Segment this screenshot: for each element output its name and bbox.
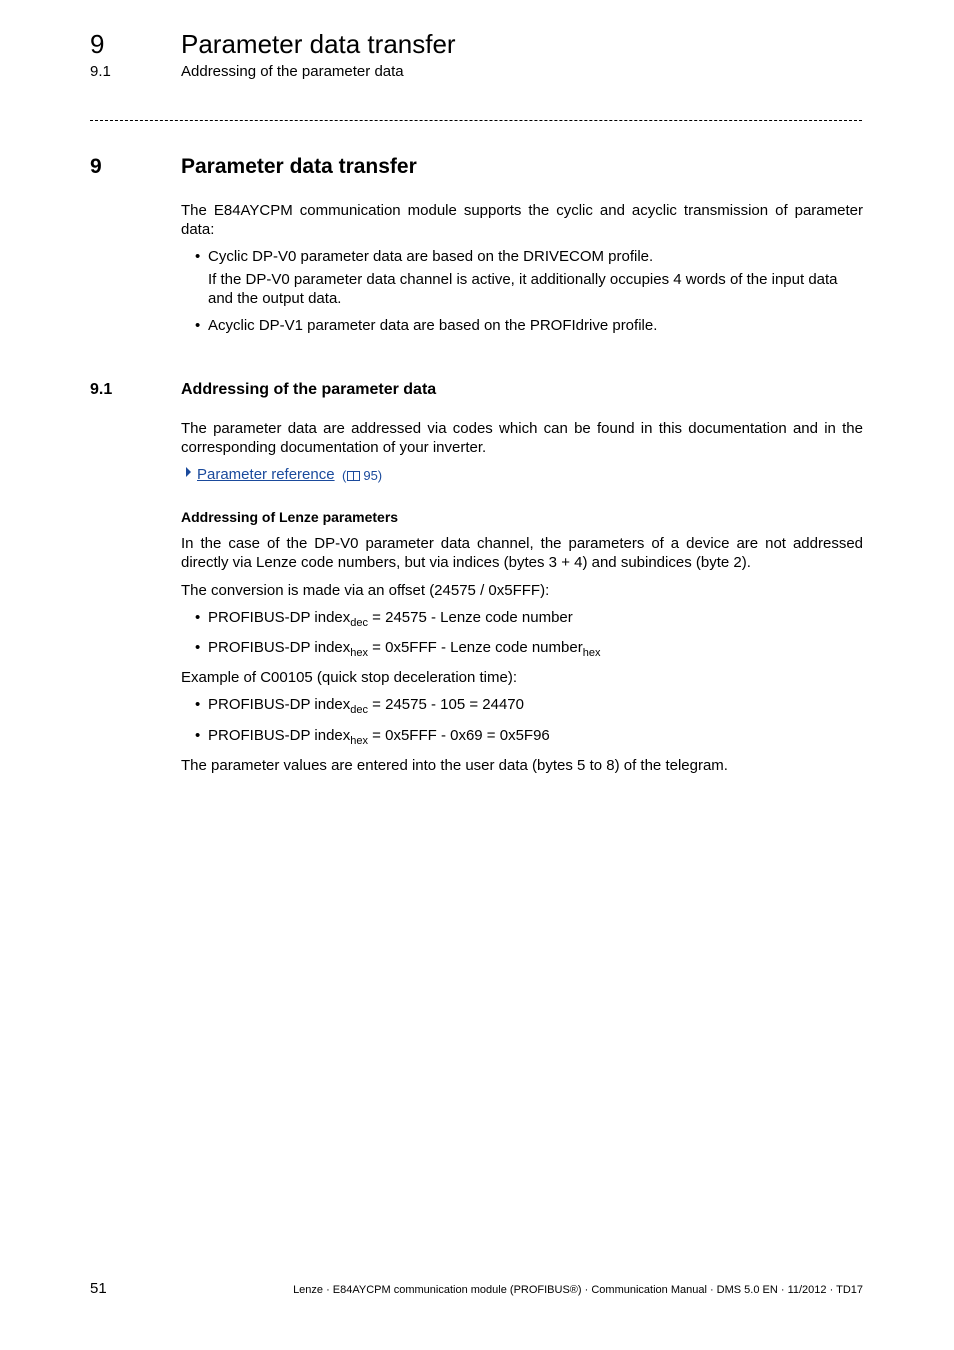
header-chapter-title: Parameter data transfer (181, 29, 456, 59)
section-paragraph: The parameter data are addressed via codes which can be found in this documentation and in the corresponding documentation of your inverter. (181, 420, 863, 456)
page-reference[interactable] (342, 467, 382, 484)
formula-hex (208, 638, 863, 657)
lenze-paragraph-2: The conversion is made via an offset (24575 / 0x5FFF): (181, 582, 550, 599)
page-ref-open: ( (342, 468, 347, 483)
example-prefix: PROFIBUS-DP index (208, 727, 351, 744)
formula-subscript: hex (350, 647, 369, 659)
example-prefix: PROFIBUS-DP index (208, 696, 351, 713)
example-rest: = 0x5FFF - 0x69 = 0x5F96 (368, 727, 550, 744)
bullet-marker: • (195, 248, 201, 265)
bullet-marker: • (195, 317, 201, 334)
intro-bullet-1: Cyclic DP-V0 parameter data are based on the DRIVECOM profile. (208, 248, 654, 265)
example-rest: = 24575 - 105 = 24470 (368, 696, 524, 713)
section-heading-number: 9.1 (90, 381, 113, 398)
subheading-lenze-parameters: Addressing of Lenze parameters (181, 509, 399, 525)
bullet-marker: • (195, 639, 201, 656)
lenze-paragraph-1: In the case of the DP-V0 parameter data channel, the parameters of a device are not addressed directly via Lenze code numbers, but via indices (bytes 3 + 4) and subindices (byte 2). (181, 535, 863, 571)
chapter-heading-number: 9 (90, 155, 102, 178)
section-heading-title: Addressing of the parameter data (181, 381, 437, 398)
header-section-title: Addressing of the parameter data (181, 63, 404, 80)
intro-bullet-1-continuation: If the DP-V0 parameter data channel is active, it additionally occupies 4 words of the input data and the output data. (208, 271, 838, 307)
page-number: 51 (90, 1280, 107, 1297)
formula-subscript: dec (350, 617, 369, 629)
page-ref-number: 95) (363, 468, 383, 483)
book-icon (347, 471, 360, 481)
example-dec (208, 695, 863, 714)
example-subscript: dec (350, 704, 369, 716)
formula-prefix: PROFIBUS-DP index (208, 639, 351, 656)
link-arrow-icon (186, 467, 191, 477)
example-subscript: hex (350, 735, 369, 747)
example-hex (208, 726, 863, 745)
intro-bullet-2: Acyclic DP-V1 parameter data are based on the PROFIdrive profile. (208, 317, 658, 334)
formula-subscript: hex (582, 647, 601, 659)
formula-prefix: PROFIBUS-DP index (208, 609, 351, 626)
parameter-reference-link[interactable]: Parameter reference (197, 466, 335, 483)
formula-dec (208, 608, 863, 627)
example-intro: Example of C00105 (quick stop deceleration time): (181, 669, 518, 686)
bullet-marker: • (195, 609, 201, 626)
header-chapter-number: 9 (90, 29, 105, 59)
header-divider (90, 120, 862, 121)
formula-rest: = 0x5FFF - Lenze code number (368, 639, 583, 656)
header-section-number: 9.1 (90, 63, 111, 80)
chapter-heading-title: Parameter data transfer (181, 155, 417, 178)
formula-rest: = 24575 - Lenze code number (368, 609, 573, 626)
intro-paragraph: The E84AYCPM communication module supports the cyclic and acyclic transmission of parameter data: (181, 202, 863, 238)
bullet-marker: • (195, 727, 201, 744)
footer-text: Lenze · E84AYCPM communication module (PROFIBUS®) · Communication Manual · DMS 5.0 EN · 11/2012 · TD17 (293, 1284, 863, 1296)
bullet-marker: • (195, 696, 201, 713)
closing-paragraph: The parameter values are entered into the user data (bytes 5 to 8) of the telegram. (181, 757, 728, 774)
